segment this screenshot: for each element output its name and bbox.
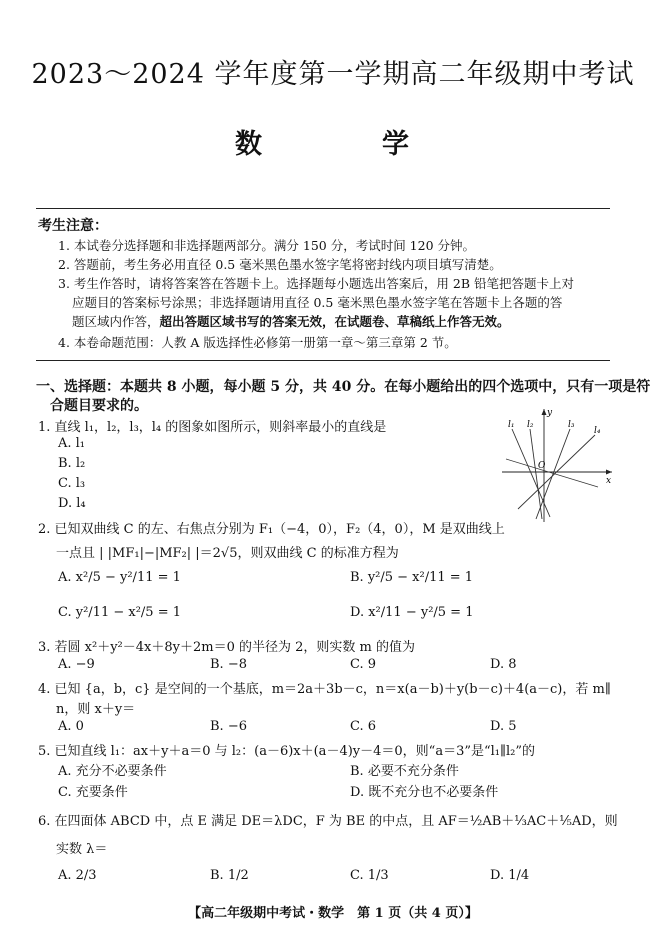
question-2-line1: 2. 已知双曲线 C 的左、右焦点分别为 F₁（−4，0），F₂（4，0），M 是双曲线上 — [38, 522, 505, 537]
q6-option-a: A. 2/3 — [58, 868, 97, 883]
line-l3 — [536, 429, 570, 519]
label-x: x — [606, 476, 612, 486]
notice-item: 1. 本试卷分选择题和非选择题两部分。满分 150 分，考试时间 120 分钟。 — [58, 238, 476, 253]
q2-option-b: B. y²/5 − x²/11 = 1 — [350, 570, 474, 585]
q1-option-a: A. l₁ — [58, 436, 86, 451]
q5-option-b: B. 必要不充分条件 — [350, 764, 459, 779]
label-l4: l₄ — [594, 426, 601, 436]
notice-emphasis: 超出答题区域书写的答案无效，在试题卷、草稿纸上作答无效。 — [159, 314, 510, 329]
section-heading: 一、选择题：本题共 8 小题，每小题 5 分，共 40 分。在每小题给出的四个选项中，只有一项是符 — [36, 379, 651, 395]
notice-divider — [36, 360, 610, 361]
exam-title: 2023～2024 学年度第一学期高二年级期中考试 — [31, 59, 635, 90]
label-l2: l₂ — [527, 420, 534, 430]
q6-option-b: B. 1/2 — [210, 868, 249, 883]
question-3-stem: 3. 若圆 x²＋y²－4x＋8y＋2m＝0 的半径为 2，则实数 m 的值为 — [38, 640, 415, 655]
question-1-stem: 1. 直线 l₁，l₂，l₃，l₄ 的图象如图所示，则斜率最小的直线是 — [38, 420, 387, 435]
question-5-stem: 5. 已知直线 l₁：ax＋y＋a＝0 与 l₂：(a－6)x＋(a－4)y－4＝0，则“a＝3”是“l₁∥l₂”的 — [38, 744, 536, 759]
q1-option-d: D. l₄ — [58, 496, 86, 511]
x-axis-arrow-icon — [606, 470, 612, 475]
q6-option-c: C. 1/3 — [350, 868, 389, 883]
line-auxiliary — [506, 459, 598, 487]
section-heading-cont: 合题目要求的。 — [50, 398, 148, 414]
q6-option-d: D. 1/4 — [490, 868, 530, 883]
label-l1: l₁ — [508, 420, 515, 430]
question-4-line1: 4. 已知 {a，b，c} 是空间的一个基底，m＝2a＋3b－c，n＝x(a－b)＋y(b－c)＋4(a－c)，若 m∥ — [38, 682, 611, 697]
top-divider — [36, 208, 610, 209]
subject-title: 数 学 — [235, 129, 431, 160]
q5-option-d: D. 既不充分也不必要条件 — [350, 785, 499, 800]
q4-option-b: B. −6 — [210, 719, 247, 734]
q3-option-a: A. −9 — [58, 657, 95, 672]
q2-option-c: C. y²/11 − x²/5 = 1 — [58, 605, 182, 620]
notice-item: 2. 答题前，考生务必用直径 0.5 毫米黑色墨水签字笔将密封线内项目填写清楚。 — [58, 257, 502, 272]
notice-item: 4. 本卷命题范围：人教 A 版选择性必修第一册第一章～第三章第 2 节。 — [58, 335, 457, 350]
lines-figure — [500, 407, 615, 525]
q4-option-c: C. 6 — [350, 719, 377, 734]
q3-option-d: D. 8 — [490, 657, 517, 672]
question-4-line2: n，则 x＋y＝ — [56, 702, 136, 717]
label-origin: O — [538, 461, 546, 471]
q4-option-d: D. 5 — [490, 719, 517, 734]
q2-option-a: A. x²/5 − y²/11 = 1 — [58, 570, 181, 585]
q5-option-a: A. 充分不必要条件 — [58, 764, 167, 779]
q3-option-c: C. 9 — [350, 657, 377, 672]
y-axis-arrow-icon — [542, 409, 547, 415]
question-2-line2: 一点且 | |MF₁|−|MF₂| |＝2√5，则双曲线 C 的标准方程为 — [56, 546, 399, 561]
label-y: y — [547, 408, 553, 418]
notice-item: 题区域内作答，超出答题区域书写的答案无效，在试题卷、草稿纸上作答无效。 — [72, 314, 510, 329]
q4-option-a: A. 0 — [58, 719, 84, 734]
label-l3: l₃ — [568, 420, 575, 430]
q2-option-d: D. x²/11 − y²/5 = 1 — [350, 605, 474, 620]
q1-option-b: B. l₂ — [58, 456, 86, 471]
q3-option-b: B. −8 — [210, 657, 247, 672]
question-6-line1: 6. 在四面体 ABCD 中，点 E 满足 DE＝λDC，F 为 BE 的中点，且 AF＝½AB＋⅓AC＋⅕AD，则 — [38, 814, 618, 829]
q1-option-c: C. l₃ — [58, 476, 86, 491]
notice-heading: 考生注意： — [38, 218, 108, 234]
question-6-line2: 实数 λ＝ — [56, 842, 108, 857]
q5-option-c: C. 充要条件 — [58, 785, 128, 800]
page-footer: 【高二年级期中考试・数学 第 1 页（共 4 页）】 — [188, 906, 478, 921]
notice-item: 应题目的答案标号涂黑；非选择题请用直径 0.5 毫米黑色墨水签字笔在答题卡上各题的答 — [72, 295, 563, 310]
notice-item: 3. 考生作答时，请将答案答在答题卡上。选择题每小题选出答案后，用 2B 铅笔把答题卡上对 — [58, 276, 574, 291]
